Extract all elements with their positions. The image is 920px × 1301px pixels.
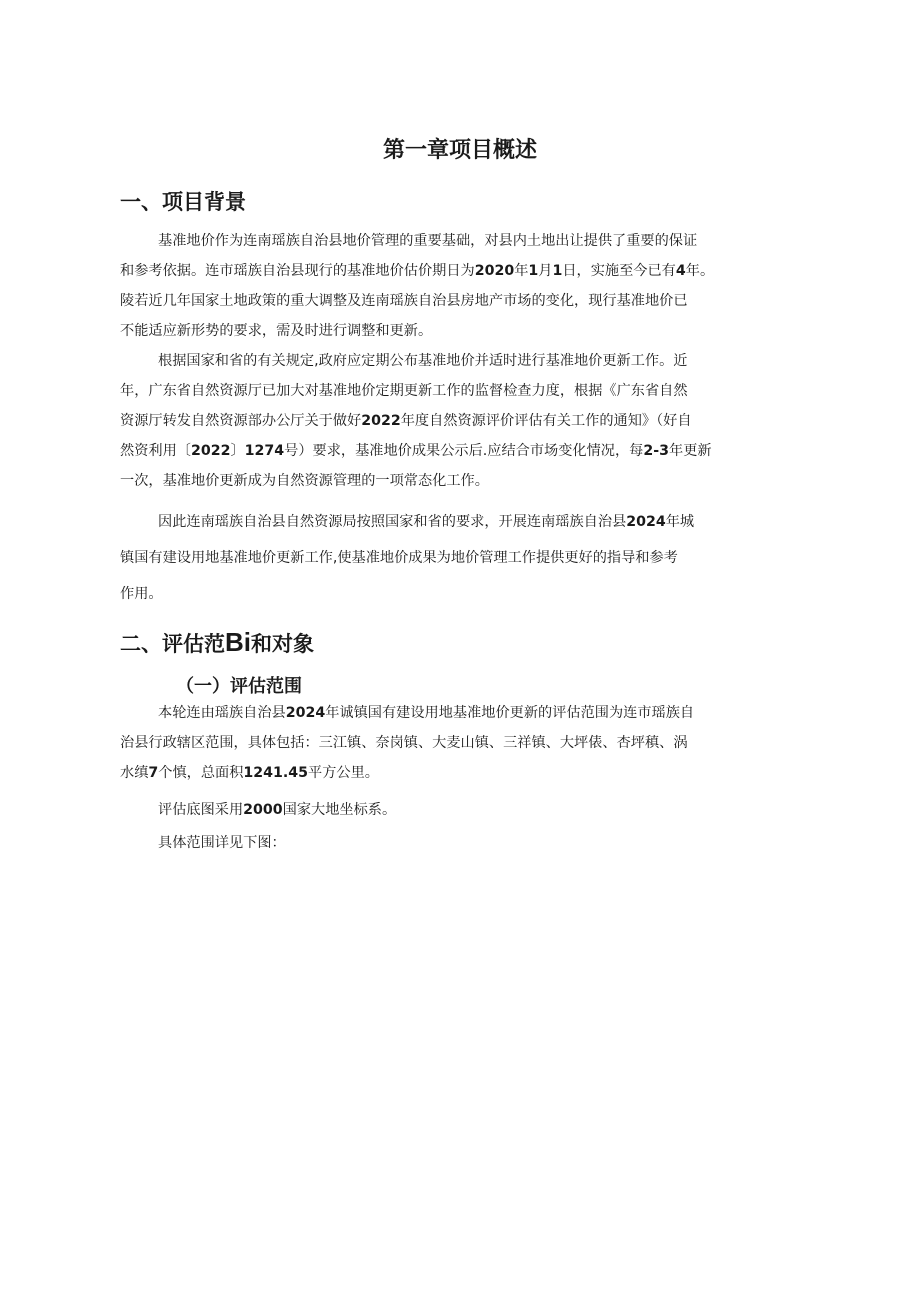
section-heading-background: 一、项目背景	[120, 190, 246, 214]
paragraph-line: 作用。	[120, 586, 163, 602]
number-value: 1	[552, 263, 563, 279]
heading-text-post: 和对象	[251, 632, 314, 656]
paragraph-line: 和参考依据。连市瑶族自治县现行的基准地价估价期日为2020年1月1日，实施至今已有4年。	[120, 263, 715, 279]
number-value: 2020	[474, 263, 515, 279]
number-value: 4	[675, 263, 686, 279]
paragraph-line: 陵若近几年国家土地政策的重大调整及连南瑶族自治县房地产市场的变化，现行基准地价已	[120, 293, 688, 309]
number-value: 7	[148, 765, 159, 781]
section-heading-scope	[120, 627, 314, 658]
background-paragraph-1	[120, 226, 805, 346]
paragraph-line: 治县行政辖区范围，具体包括：三江镇、奈岗镇、大麦山镇、三祥镇、大坪俵、杏坪稹、涡	[120, 735, 688, 751]
number-value: 1241.45	[243, 765, 309, 781]
number-value: 2022	[190, 443, 231, 459]
paragraph-line: 具体范围详见下图：	[158, 835, 286, 851]
heading-text-bi: Bi	[225, 627, 251, 657]
scope-paragraph-1	[120, 698, 805, 788]
paragraph-line: 资源厅转发自然资源部办公厅关于做好2022年度自然资源评价评估有关工作的通知》（好自	[120, 413, 692, 429]
number-value: 1	[528, 263, 539, 279]
heading-text-pre: 二、评估范	[120, 632, 225, 656]
paragraph-line: 基准地价作为连南瑶族自治县地价管理的重要基础，对县内土地出让提供了重要的保证	[158, 233, 698, 249]
subsection-heading-scope: （一）评估范围	[176, 676, 302, 697]
paragraph-line: 不能适应新形势的要求，需及时进行调整和更新。	[120, 323, 433, 339]
paragraph-line: 一次，基准地价更新成为自然资源管理的一项常态化工作。	[120, 473, 489, 489]
scope-paragraph-2	[120, 795, 805, 825]
paragraph-line: 根据国家和省的有关规定,政府应定期公布基准地价并适时进行基准地价更新工作。近	[158, 353, 688, 369]
paragraph-line: 因此连南瑶族自治县自然资源局按照国家和省的要求，开展连南瑶族自治县2024年城	[158, 514, 695, 530]
paragraph-line: 然资利用〔2022〕1274号）要求，基准地价成果公示后.应结合市场变化情况，每2-3年更新	[120, 443, 712, 459]
number-value: 2022	[361, 413, 401, 429]
background-paragraph-3	[120, 504, 805, 612]
number-value: 2024	[626, 514, 666, 530]
background-paragraph-2	[120, 346, 805, 496]
paragraph-line: 评估底图采用2000国家大地坐标系。	[158, 802, 397, 818]
paragraph-line: 年，广东省自然资源厅已加大对基准地价定期更新工作的监督检查力度，根据《广东省自然	[120, 383, 688, 399]
chapter-title: 第一章项目概述	[382, 138, 537, 163]
scope-paragraph-3	[120, 828, 805, 858]
number-value: 1274	[244, 443, 285, 459]
paragraph-line: 镇国有建设用地基准地价更新工作,使基准地价成果为地价管理工作提供更好的指导和参考	[120, 550, 678, 566]
number-value: 2-3	[643, 443, 669, 459]
number-value: 2024	[285, 705, 326, 721]
paragraph-line: 水缜7个慎，总面积1241.45平方公里。	[120, 765, 379, 781]
number-value: 2000	[243, 802, 283, 818]
paragraph-line: 本轮连由瑶族自治县2024年诚镇国有建设用地基准地价更新的评估范围为连市瑶族自	[158, 705, 695, 721]
